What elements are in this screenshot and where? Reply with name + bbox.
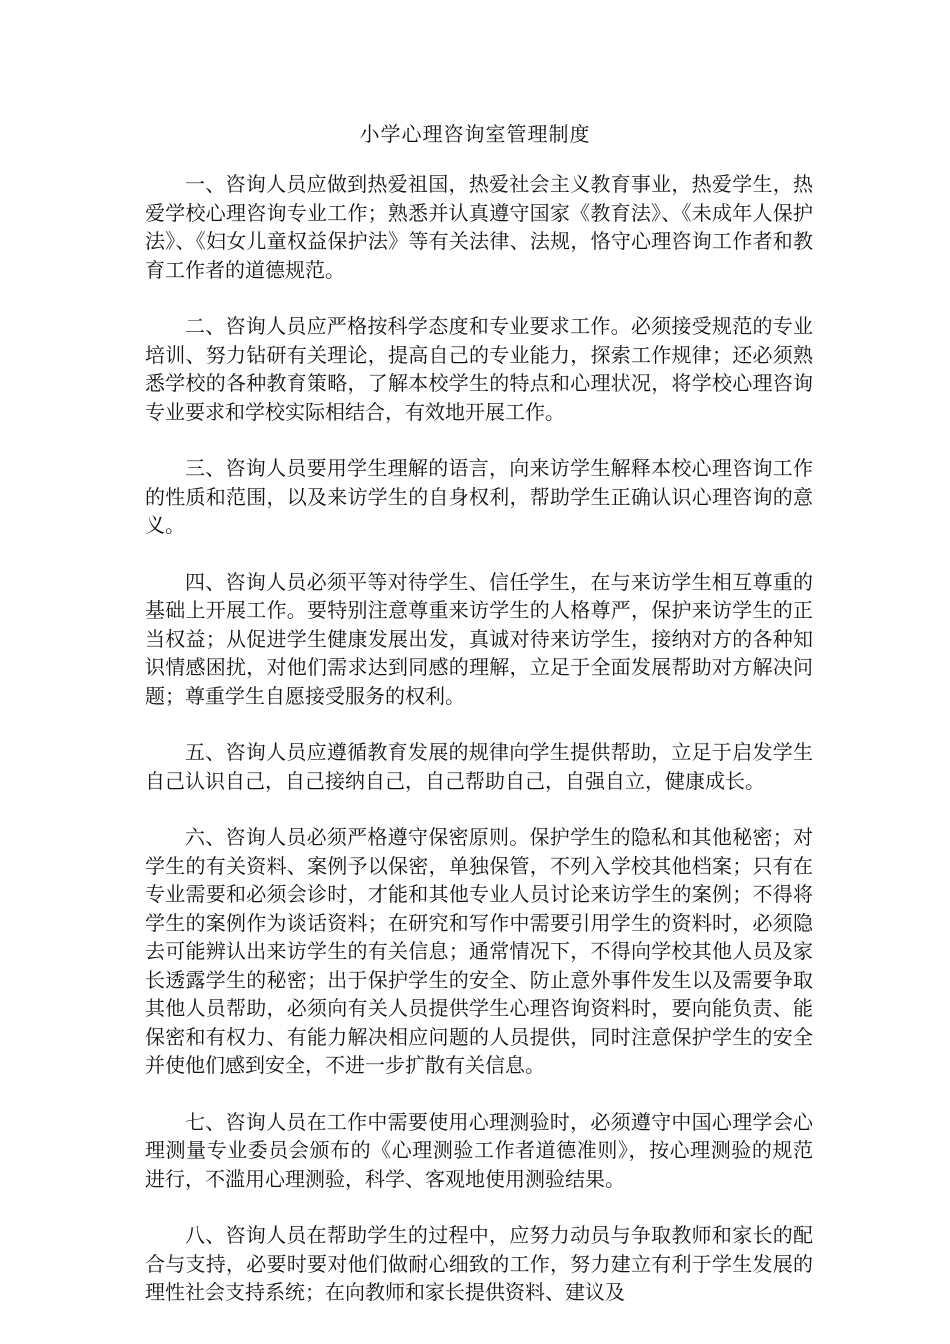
- paragraph-5: 五、咨询人员应遵循教育发展的规律向学生提供帮助，立足于启发学生自己认识自己，自己接纳自己，自己帮助自己，自强自立，健康成长。: [145, 740, 813, 793]
- paragraph-2: 二、咨询人员应严格按科学态度和专业要求工作。必须接受规范的专业培训、努力钻研有关理论，提高自己的专业能力，探索工作规律；还必须熟悉学校的各种教育策略，了解本校学生的特点和心理状况，将学校心理咨询专业要求和学校实际相结合，有效地开展工作。: [145, 314, 813, 424]
- paragraph-8: 八、咨询人员在帮助学生的过程中，应努力动员与争取教师和家长的配合与支持，必要时要对他们做耐心细致的工作，努力建立有利于学生发展的理性社会支持系统；在向教师和家长提供资料、建议及: [145, 1223, 813, 1304]
- paragraph-1: 一、咨询人员应做到热爱祖国，热爱社会主义教育事业，热爱学生，热爱学校心理咨询专业工作；熟悉并认真遵守国家《教育法》、《未成年人保护法》、《妇女儿童权益保护法》等有关法律、法规，恪守心理咨询工作者和教育工作者的道德规范。: [145, 172, 813, 282]
- paragraph-3: 三、咨询人员要用学生理解的语言，向来访学生解释本校心理咨询工作的性质和范围，以及来访学生的自身权利，帮助学生正确认识心理咨询的意义。: [145, 456, 813, 537]
- document-title: 小学心理咨询室管理制度: [359, 122, 591, 146]
- paragraph-4: 四、咨询人员必须平等对待学生、信任学生，在与来访学生相互尊重的基础上开展工作。要特别注意尊重来访学生的人格尊严，保护来访学生的正当权益；从促进学生健康发展出发，真诚对待来访学生，接纳对方的各种知识情感困扰，对他们需求达到同感的理解，立足于全面发展帮助对方解决问题；尊重学生自愿接受服务的权利。: [145, 569, 813, 708]
- document-body: [145, 170, 813, 1335]
- paragraph-6: 六、咨询人员必须严格遵守保密原则。保护学生的隐私和其他秘密；对学生的有关资料、案例予以保密，单独保管，不列入学校其他档案；只有在专业需要和必须会诊时，才能和其他专业人员讨论来访学生的案例；不得将学生的案例作为谈话资料；在研究和写作中需要引用学生的资料时，必须隐去可能辨认出来访学生的有关信息；通常情况下，不得向学校其他人员及家长透露学生的秘密；出于保护学生的安全、防止意外事件发生以及需要争取其他人员帮助，必须向有关人员提供学生心理咨询资料时，要向能负责、能保密和有权力、有能力解决相应问题的人员提供，同时注意保护学生的安全并使他们感到安全，不进一步扩散有关信息。: [145, 825, 813, 1077]
- paragraph-7: 七、咨询人员在工作中需要使用心理测验时，必须遵守中国心理学会心理测量专业委员会颁布的《心理测验工作者道德准则》，按心理测验的规范进行，不滥用心理测验，科学、客观地使用测验结果。: [145, 1109, 813, 1191]
